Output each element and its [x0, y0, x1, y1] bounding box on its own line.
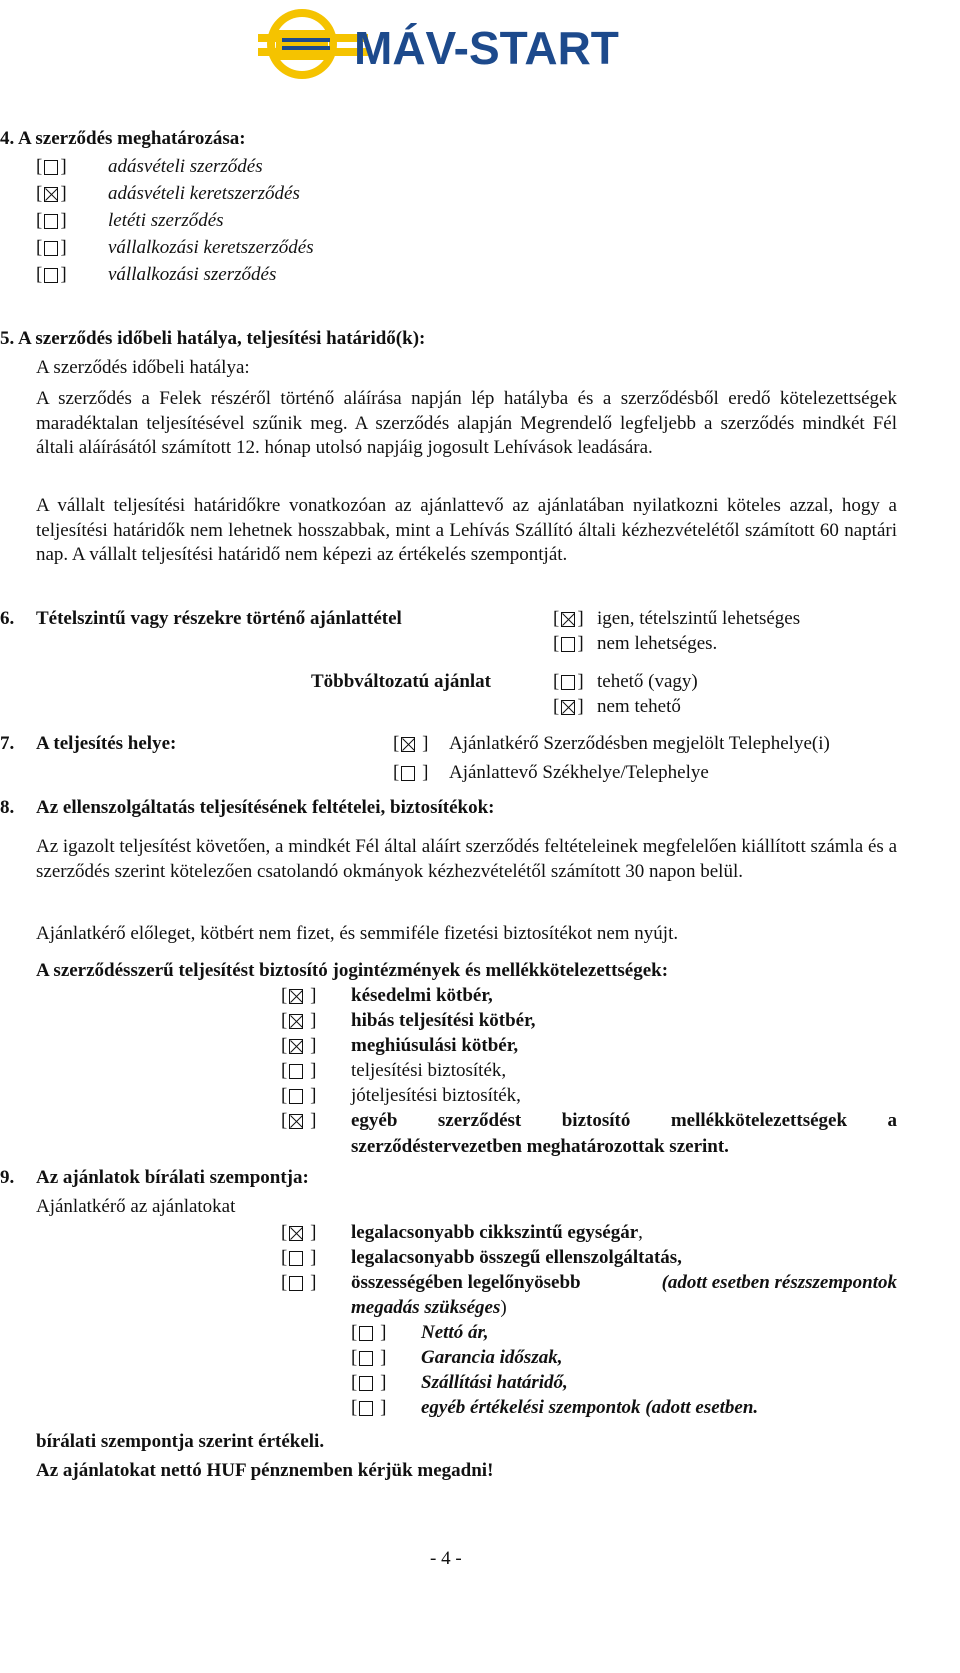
checkbox-checked[interactable] — [289, 1014, 303, 1029]
s8-item-3[interactable]: [ ] — [281, 1060, 317, 1081]
logo-text: MÁV-START — [354, 22, 619, 74]
s9-item-0-suffix: , — [638, 1222, 643, 1243]
s9-intro: Ajánlatkérő az ajánlatokat — [36, 1196, 236, 1217]
s9-subitem-3[interactable]: [ ] — [351, 1397, 387, 1418]
s4-option-3[interactable]: [ ] — [36, 237, 67, 258]
checkbox-empty[interactable] — [359, 1401, 373, 1416]
s7-option-1[interactable]: [ ] — [393, 733, 429, 754]
s4-option-0[interactable]: [ ] — [36, 156, 67, 177]
s9-item-2-label-line2 — [351, 1297, 507, 1319]
s8-item-0-label: késedelmi kötbér, — [351, 985, 493, 1006]
s5-subtitle: A szerződés időbeli hatálya: — [36, 357, 250, 378]
s9-subitem-2-label: Szállítási határidő, — [421, 1372, 568, 1393]
s4-option-4-label: vállalkozási szerződés — [108, 264, 277, 285]
s7-number: 7. — [0, 733, 15, 754]
checkbox-empty[interactable] — [44, 268, 58, 283]
checkbox-checked[interactable] — [289, 1226, 303, 1241]
s8-paragraph-1: Az igazolt teljesítést követően, a mindkét Fél által aláírt szerződés feltételeinek megfelelően kiállított számla és a szerződés szerint kötelezően csatolandó okmányok kézhezvételétől számított 30 napon belül. — [36, 836, 898, 882]
checkbox-empty[interactable] — [289, 1064, 303, 1079]
s9-item-2-label-line1 — [351, 1272, 897, 1294]
checkbox-empty[interactable] — [359, 1326, 373, 1341]
checkbox-empty[interactable] — [359, 1376, 373, 1391]
s5-paragraph-1: A szerződés a Felek részéről történő aláírása napján lép hatályba és a szerződésből eredő kötelezettségek maradéktalan teljesítésével szűnik meg. A szerződés alapján Megrendelő legfeljebb a szerződés mindkét Fél általi aláírásától számított 12. hónap utolsó napjáig jogosult Lehívások leadására. — [36, 388, 897, 458]
s9-item-1[interactable]: [ ] — [281, 1247, 317, 1268]
s9-subitem-0-label: Nettó ár, — [421, 1322, 489, 1343]
s4-title: 4. A szerződés meghatározása: — [0, 128, 246, 149]
s8-title: Az ellenszolgáltatás teljesítésének feltételei, biztosítékok: — [36, 797, 495, 818]
s7-option-2-label: Ajánlattevő Székhelye/Telephelye — [449, 762, 709, 783]
checkbox-empty[interactable] — [359, 1351, 373, 1366]
checkbox-checked[interactable] — [561, 700, 575, 715]
s6-option-2-label: nem lehetséges. — [597, 633, 718, 654]
checkbox-empty[interactable] — [44, 241, 58, 256]
s9-subitem-2[interactable]: [ ] — [351, 1372, 387, 1393]
s6-option-4-label: nem tehető — [597, 696, 681, 717]
s9-subitem-0[interactable]: [ ] — [351, 1322, 387, 1343]
s8-item-1-label: hibás teljesítési kötbér, — [351, 1010, 536, 1031]
s8-item-0[interactable]: [ ] — [281, 985, 317, 1006]
page-number: - 4 - — [430, 1548, 462, 1569]
s9-closing-2: Az ajánlatokat nettó HUF pénznemben kérjük megadni! — [36, 1460, 494, 1481]
s7-option-2[interactable]: [ ] — [393, 762, 429, 783]
checkbox-empty[interactable] — [401, 766, 415, 781]
s8-item-2[interactable]: [ ] — [281, 1035, 317, 1056]
s6-option-3-label: tehető (vagy) — [597, 671, 698, 692]
s9-subitem-1[interactable]: [ ] — [351, 1347, 387, 1368]
s8-item-5-label-line2: szerződéstervezetben meghatározottak szerint. — [351, 1136, 729, 1157]
s4-option-2-label: letéti szerződés — [108, 210, 224, 231]
s9-item-2-label-bold: összességében legelőnyösebb — [351, 1272, 581, 1293]
s8-item-5[interactable]: [ ] — [281, 1110, 317, 1131]
s8-number: 8. — [0, 797, 15, 818]
checkbox-empty[interactable] — [561, 675, 575, 690]
checkbox-checked[interactable] — [561, 612, 575, 627]
s9-item-0-label-wrap — [351, 1222, 643, 1244]
s6-number: 6. — [0, 608, 15, 629]
s8-sub-title: A szerződésszerű teljesítést biztosító jogintézmények és mellékkötelezettségek: — [36, 960, 669, 981]
s8-item-5-label-line1: egyéb szerződést biztosító mellékkötelezettségek a — [351, 1110, 897, 1131]
s9-item-2-label-italic: (adott esetben részszempontok — [661, 1272, 897, 1293]
checkbox-empty[interactable] — [561, 637, 575, 652]
s6-multi-title: Többváltozatú ajánlat — [311, 671, 491, 692]
mav-start-logo — [258, 4, 642, 84]
s6-option-3[interactable]: [ ] — [553, 671, 584, 692]
mav-start-logo-mark — [258, 4, 642, 84]
s9-item-1-label: legalacsonyabb összegű ellenszolgáltatás, — [351, 1247, 682, 1268]
s4-option-3-label: vállalkozási keretszerződés — [108, 237, 314, 258]
checkbox-checked[interactable] — [289, 989, 303, 1004]
s9-item-0-label: legalacsonyabb cikkszintű egységár — [351, 1222, 639, 1243]
s9-subitem-3-label: egyéb értékelési szempontok (adott esetben. — [421, 1397, 759, 1418]
s6-title: Tételszintű vagy részekre történő ajánlattétel — [36, 608, 402, 629]
s4-option-0-label: adásvételi szerződés — [108, 156, 263, 177]
s9-closing-1: bírálati szempontja szerint értékeli. — [36, 1431, 325, 1452]
s9-subitem-1-label: Garancia időszak, — [421, 1347, 563, 1368]
checkbox-empty[interactable] — [289, 1251, 303, 1266]
checkbox-checked[interactable] — [44, 187, 58, 202]
s9-item-0[interactable]: [ ] — [281, 1222, 317, 1243]
s8-item-4[interactable]: [ ] — [281, 1085, 317, 1106]
s9-item-2[interactable]: [ ] — [281, 1272, 317, 1293]
s9-item-2-line2-text: megadás szükséges — [351, 1297, 501, 1318]
s4-option-1[interactable]: [ ] — [36, 183, 67, 204]
s9-title: Az ajánlatok bírálati szempontja: — [36, 1167, 309, 1188]
s8-item-4-label: jóteljesítési biztosíték, — [351, 1085, 521, 1106]
s7-option-1-label: Ajánlatkérő Szerződésben megjelölt Telephelye(i) — [449, 733, 830, 754]
s9-item-2-line2-end: ) — [500, 1297, 507, 1318]
checkbox-checked[interactable] — [289, 1114, 303, 1129]
checkbox-empty[interactable] — [289, 1276, 303, 1291]
s5-title: 5. A szerződés időbeli hatálya, teljesítési határidő(k): — [0, 328, 426, 349]
s6-option-4[interactable]: [ ] — [553, 696, 584, 717]
s6-option-2[interactable]: [ ] — [553, 633, 584, 654]
s8-item-2-label: meghiúsulási kötbér, — [351, 1035, 519, 1056]
s4-option-2[interactable]: [ ] — [36, 210, 67, 231]
checkbox-empty[interactable] — [289, 1089, 303, 1104]
s8-paragraph-2: Ajánlatkérő előleget, kötbért nem fizet, és semmiféle fizetési biztosítékot nem nyújt. — [36, 923, 679, 944]
checkbox-empty[interactable] — [44, 160, 58, 175]
s9-number: 9. — [0, 1167, 15, 1188]
s8-item-1[interactable]: [ ] — [281, 1010, 317, 1031]
checkbox-checked[interactable] — [401, 737, 415, 752]
s6-option-1-label: igen, tételszintű lehetséges — [597, 608, 801, 629]
s5-paragraph-2: A vállalt teljesítési határidőkre vonatkozóan az ajánlattevő az ajánlatában nyilatkozni köteles azzal, hogy a teljesítési határidők nem lehetnek hosszabbak, mint a Lehívás Szállító általi kézhezvételétől számított 60 naptári nap. A vállalt teljesítési határidő nem képezi az értékelés szempontját. — [36, 495, 897, 565]
s6-option-1[interactable]: [ ] — [553, 608, 584, 629]
s8-item-3-label: teljesítési biztosíték, — [351, 1060, 507, 1081]
checkbox-checked[interactable] — [289, 1039, 303, 1054]
checkbox-empty[interactable] — [44, 214, 58, 229]
s4-option-1-label: adásvételi keretszerződés — [108, 183, 300, 204]
s4-option-4[interactable]: [ ] — [36, 264, 67, 285]
s7-title: A teljesítés helye: — [36, 733, 177, 754]
